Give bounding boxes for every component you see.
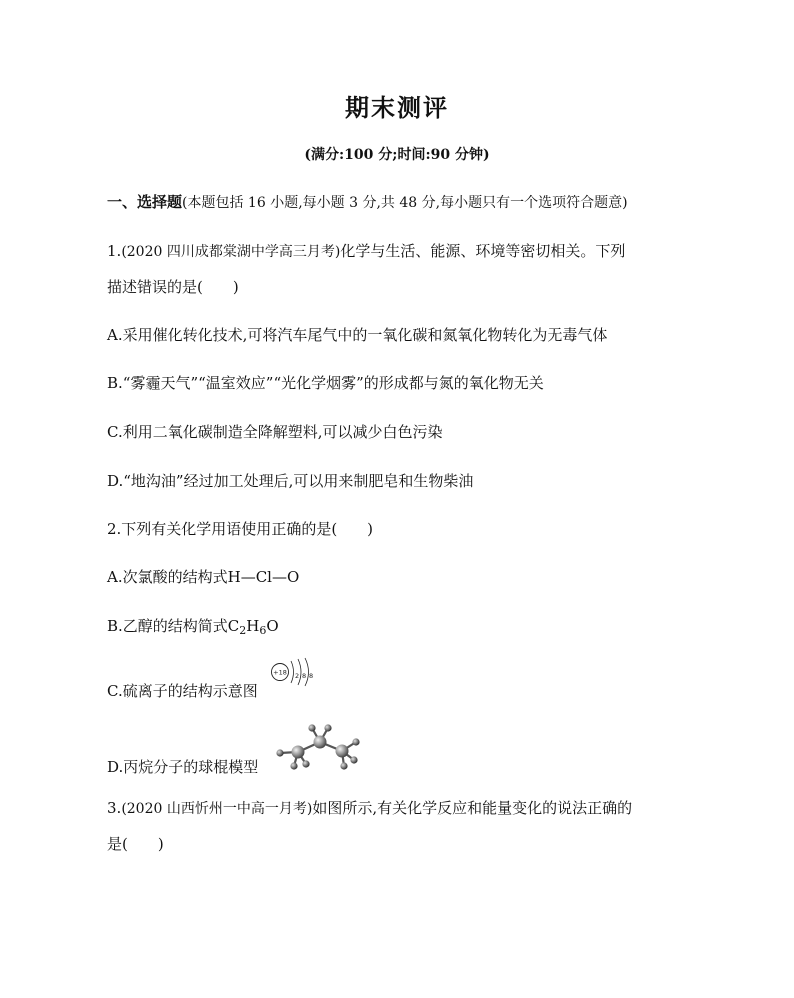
section-title: 一、选择题 <box>107 193 183 211</box>
svg-text:2: 2 <box>295 672 300 680</box>
section-heading <box>107 191 628 212</box>
sulfide-ion-structure-diagram <box>270 657 318 687</box>
question-2-option-a <box>107 566 299 587</box>
svg-text:8: 8 <box>309 672 314 680</box>
question-1-source: (2020 四川成都棠湖中学高三月考) <box>121 244 341 260</box>
question-1-number: 1. <box>107 242 122 260</box>
propane-ball-stick-model <box>272 720 364 772</box>
ethanol-formula: $C_2H_6O$ <box>227 617 279 637</box>
question-2-option-d <box>107 756 258 777</box>
question-1-option-c: C.利用二氧化碳制造全降解塑料,可以减少白色污染 <box>107 423 443 441</box>
nucleus-charge-label: +18 <box>273 668 287 677</box>
hypochlorous-formula: H—Cl—O <box>227 568 300 586</box>
svg-text:8: 8 <box>302 672 307 680</box>
question-3-line1 <box>107 797 632 818</box>
option-d-prefix: D.丙烷分子的球棍模型 <box>107 758 259 776</box>
question-2-option-c <box>107 680 258 701</box>
question-2-option-b <box>107 615 279 637</box>
option-a-prefix: A.次氯酸的结构式 <box>107 568 228 586</box>
question-1-option-d: D.“地沟油”经过加工处理后,可以用来制肥皂和生物柴油 <box>107 472 474 490</box>
option-b-prefix: B.乙醇的结构简式 <box>107 617 228 635</box>
exam-info: (满分:100 分;时间:90 分钟) <box>304 147 490 163</box>
question-2-text: 2.下列有关化学用语使用正确的是( ) <box>107 520 374 538</box>
section-note: (本题包括 16 小题,每小题 3 分,共 48 分,每小题只有一个选项符合题意) <box>182 195 628 211</box>
page-title: 期末测评 <box>345 94 449 122</box>
question-1-line2: 描述错误的是( ) <box>107 278 239 296</box>
question-3-source: (2020 山西忻州一中高一月考) <box>121 801 313 817</box>
question-1-option-a: A.采用催化转化技术,可将汽车尾气中的一氧化碳和氮氧化物转化为无毒气体 <box>107 326 608 344</box>
question-3-number: 3. <box>107 799 122 817</box>
option-c-prefix: C.硫离子的结构示意图 <box>107 682 258 700</box>
question-1-line1 <box>107 240 625 261</box>
question-3-text: 如图所示,有关化学反应和能量变化的说法正确的 <box>312 799 633 817</box>
question-1-option-b: B.“雾霾天气”“温室效应”“光化学烟雾”的形成都与氮的氧化物无关 <box>107 374 544 392</box>
question-3-line2: 是( ) <box>107 835 164 853</box>
question-1-text: 化学与生活、能源、环境等密切相关。下列 <box>340 242 626 260</box>
